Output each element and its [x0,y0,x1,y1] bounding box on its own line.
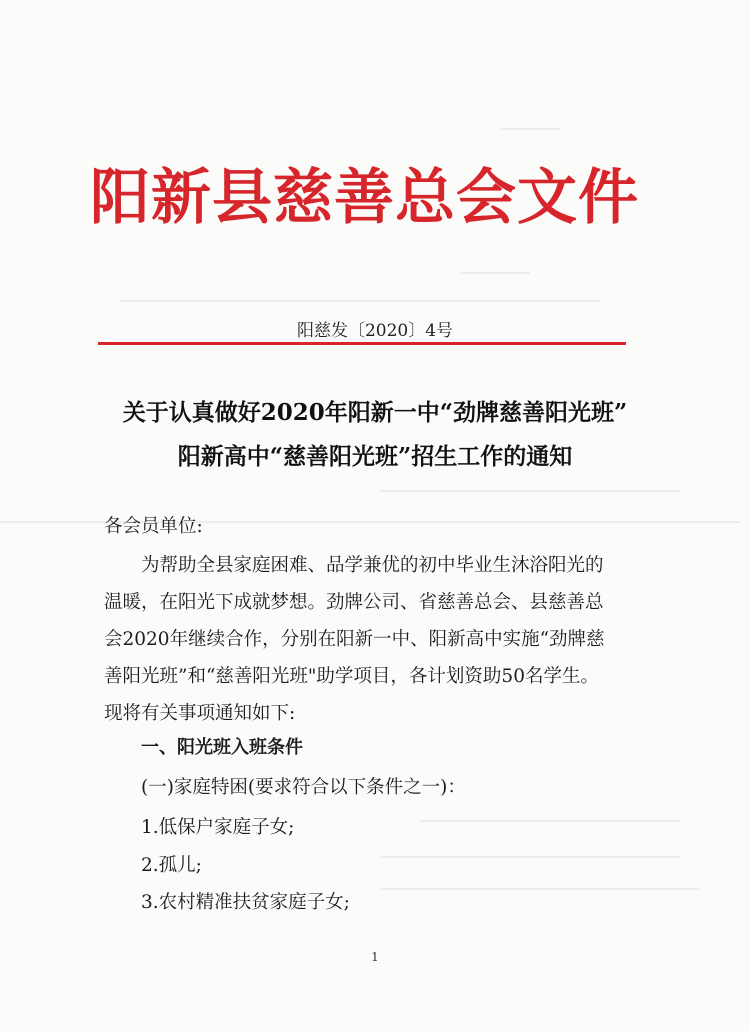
document-number: 阳慈发〔2020〕4号 [296,321,454,341]
page-number: 1 [371,950,379,964]
document-masthead: 阳新县慈善总会文件 [90,163,639,233]
scan-artifact [460,272,530,274]
notice-title-line-2: 阳新高中“慈善阳光班”招生工作的通知 [177,443,573,470]
scan-artifact [120,300,600,302]
paragraph-line: 温暖，在阳光下成就梦想。劲牌公司、省慈善总会、县慈善总 [104,592,604,613]
notice-title-line-1: 关于认真做好2020年阳新一中“劲牌慈善阳光班” [122,399,628,426]
paragraph-line: 为帮助全县家庭困难、品学兼优的初中毕业生沐浴阳光的 [141,555,604,576]
paragraph-line: 现将有关事项通知如下: [104,703,296,724]
section-heading: 一、阳光班入班条件 [141,737,303,758]
subsection-heading: (一)家庭特困(要求符合以下条件之一)： [141,777,466,798]
paragraph-line: 善阳光班”和“慈善阳光班"助学项目，各计划资助50名学生。 [104,666,599,687]
red-divider-line [98,342,626,345]
list-item: 1.低保户家庭子女; [141,817,295,838]
salutation: 各会员单位: [104,516,203,537]
scan-artifact [500,128,560,130]
list-item: 2.孤儿; [141,855,202,876]
intro-paragraph [104,547,644,732]
list-item: 3.农村精准扶贫家庭子女; [141,892,350,913]
scan-artifact [380,490,680,492]
paragraph-line: 会2020年继续合作，分别在阳新一中、阳新高中实施“劲牌慈 [104,629,605,650]
